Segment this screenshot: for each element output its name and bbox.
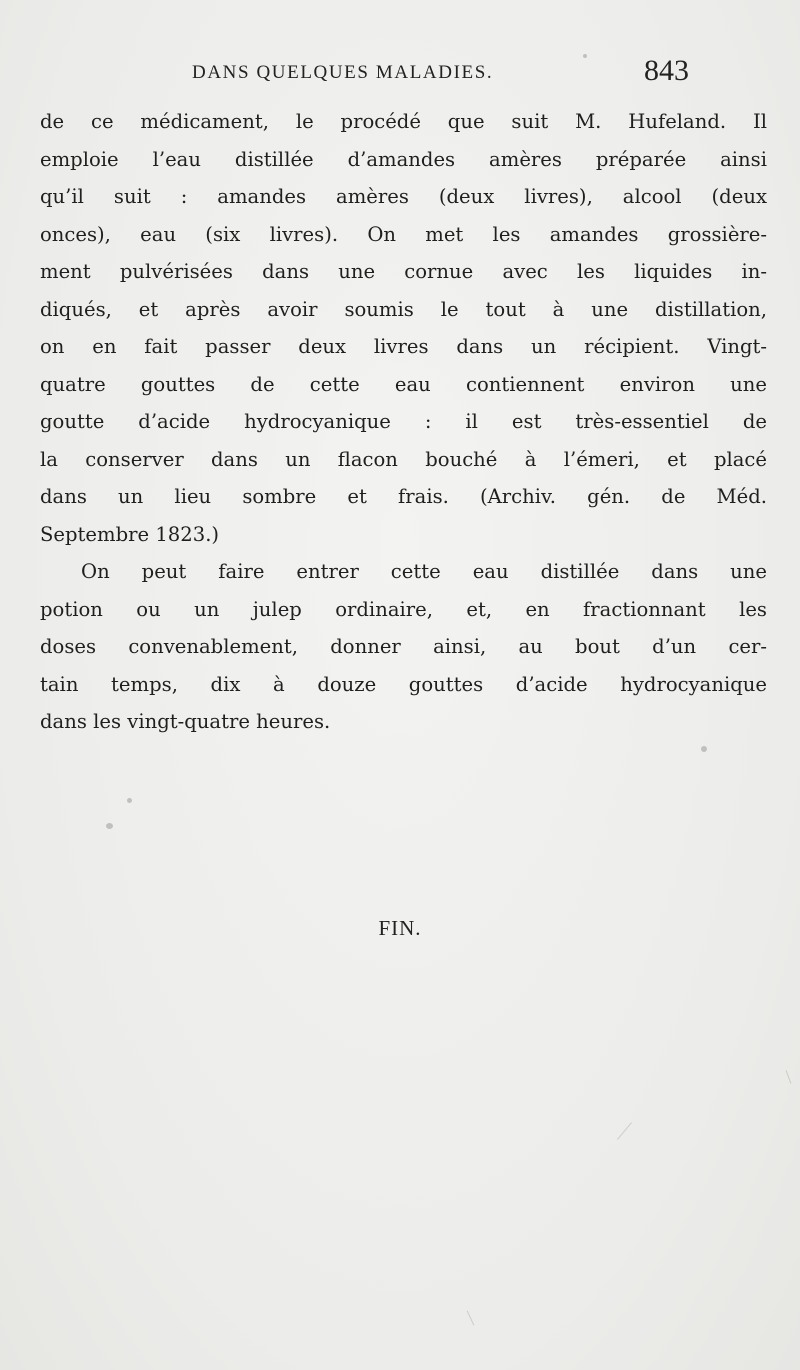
paragraph-start-line: On peut faire entrer cette eau distillée dans une: [81, 560, 767, 583]
body-text: [40, 103, 767, 741]
text-line: la conserver dans un flacon bouché à l’émeri, et placé: [40, 447, 767, 471]
page-number: 843: [644, 54, 689, 87]
paper-speck: [701, 746, 707, 752]
paper-mark: [786, 1070, 792, 1083]
text-line: ment pulvérisées dans une cornue avec les liquides in-: [40, 260, 767, 283]
text-line: doses convenablement, donner ainsi, au bout d’un cer-: [40, 635, 767, 658]
paper-mark: [467, 1311, 475, 1326]
text-line: onces), eau (six livres). On met les amandes grossière-: [40, 222, 767, 246]
text-line: on en fait passer deux livres dans un récipient. Vingt-: [40, 335, 767, 358]
text-line: potion ou un julep ordinaire, et, en fractionnant les: [40, 597, 767, 621]
text-line: qu’il suit : amandes amères (deux livres), alcool (deux: [40, 185, 767, 208]
text-line: dans les vingt-quatre heures.: [40, 710, 331, 733]
end-mark: FIN.: [378, 916, 422, 940]
text-line: dans un lieu sombre et frais. (Archiv. gén. de Méd.: [40, 485, 767, 508]
text-line: quatre gouttes de cette eau contiennent environ une: [40, 372, 767, 396]
paper-mark: [617, 1122, 632, 1139]
text-line: Septembre 1823.): [40, 522, 220, 546]
text-line: de ce médicament, le procédé que suit M. Hufeland. Il: [40, 110, 767, 133]
text-line: diqués, et après avoir soumis le tout à une distillation,: [40, 297, 767, 321]
running-title: DANS QUELQUES MALADIES.: [192, 62, 494, 83]
paper-speck: [583, 54, 587, 58]
paper-speck: [127, 798, 132, 803]
text-line: emploie l’eau distillée d’amandes amères préparée ainsi: [40, 147, 767, 171]
running-head: [0, 54, 800, 94]
text-line: tain temps, dix à douze gouttes d’acide hydrocyanique: [40, 672, 767, 696]
paper-speck: [106, 823, 113, 829]
text-line: goutte d’acide hydrocyanique : il est très-essentiel de: [40, 410, 767, 433]
